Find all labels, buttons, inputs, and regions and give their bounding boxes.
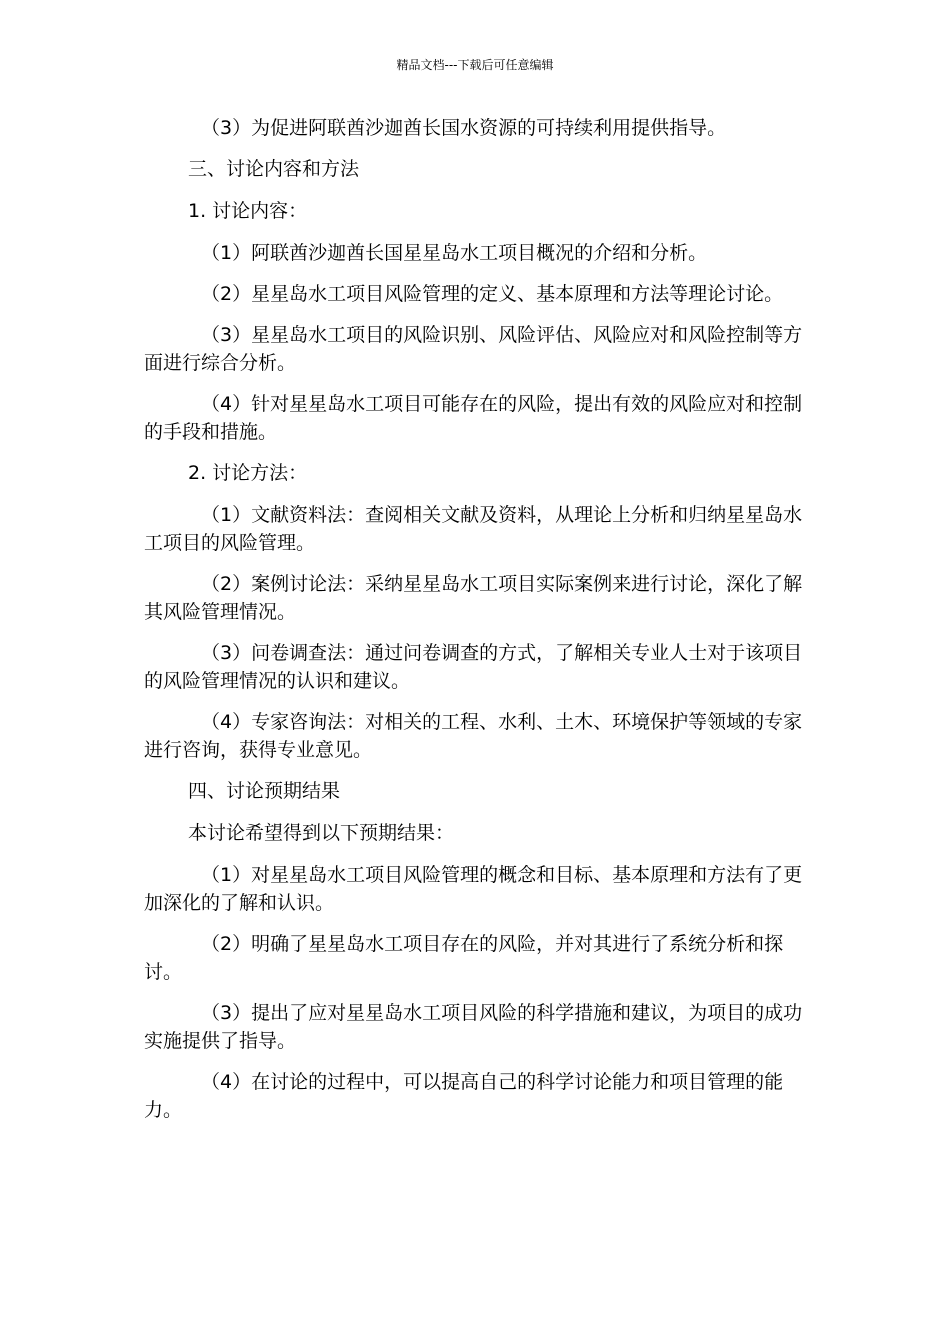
section-heading-expected-results: 四、讨论预期结果 bbox=[188, 780, 341, 802]
subheading-methods: 2. 讨论方法： bbox=[188, 462, 308, 484]
document-body bbox=[144, 114, 808, 1137]
paragraph-content-3: （3）星星岛水工项目的风险识别、风险评估、风险应对和风险控制等方面进行综合分析。 bbox=[144, 324, 803, 374]
paragraph-result-3: （3）提出了应对星星岛水工项目风险的科学措施和建议，为项目的成功实施提供了指导。 bbox=[144, 1002, 803, 1052]
subheading-content: 1. 讨论内容： bbox=[188, 200, 308, 222]
paragraph-content-1: （1）阿联酋沙迦酋长国星星岛水工项目概况的介绍和分析。 bbox=[201, 242, 708, 264]
paragraph-results-intro: 本讨论希望得到以下预期结果： bbox=[188, 822, 455, 844]
paragraph-method-3: （3）问卷调查法：通过问卷调查的方式，了解相关专业人士对于该项目的风险管理情况的认识和建议。 bbox=[144, 642, 803, 692]
paragraph-content-4: （4）针对星星岛水工项目可能存在的风险，提出有效的风险应对和控制的手段和措施。 bbox=[144, 393, 803, 443]
paragraph-method-1: （1）文献资料法：查阅相关文献及资料，从理论上分析和归纳星星岛水工项目的风险管理。 bbox=[144, 504, 803, 554]
paragraph-result-2: （2）明确了星星岛水工项目存在的风险，并对其进行了系统分析和探讨。 bbox=[144, 933, 784, 983]
page-header: 精品文档---下载后可任意编辑 bbox=[396, 58, 554, 72]
paragraph-result-1: （1）对星星岛水工项目风险管理的概念和目标、基本原理和方法有了更加深化的了解和认识。 bbox=[144, 864, 803, 914]
paragraph-content-2: （2）星星岛水工项目风险管理的定义、基本原理和方法等理论讨论。 bbox=[201, 283, 784, 305]
paragraph-result-4: （4）在讨论的过程中，可以提高自己的科学讨论能力和项目管理的能力。 bbox=[144, 1071, 784, 1121]
paragraph-method-2: （2）案例讨论法：采纳星星岛水工项目实际案例来进行讨论，深化了解其风险管理情况。 bbox=[144, 573, 803, 623]
paragraph-goal-3: （3）为促进阿联酋沙迦酋长国水资源的可持续利用提供指导。 bbox=[201, 117, 727, 139]
paragraph-method-4: （4）专家咨询法：对相关的工程、水利、土木、环境保护等领域的专家进行咨询，获得专业意见。 bbox=[144, 711, 803, 761]
section-heading-content-methods: 三、讨论内容和方法 bbox=[188, 158, 360, 180]
